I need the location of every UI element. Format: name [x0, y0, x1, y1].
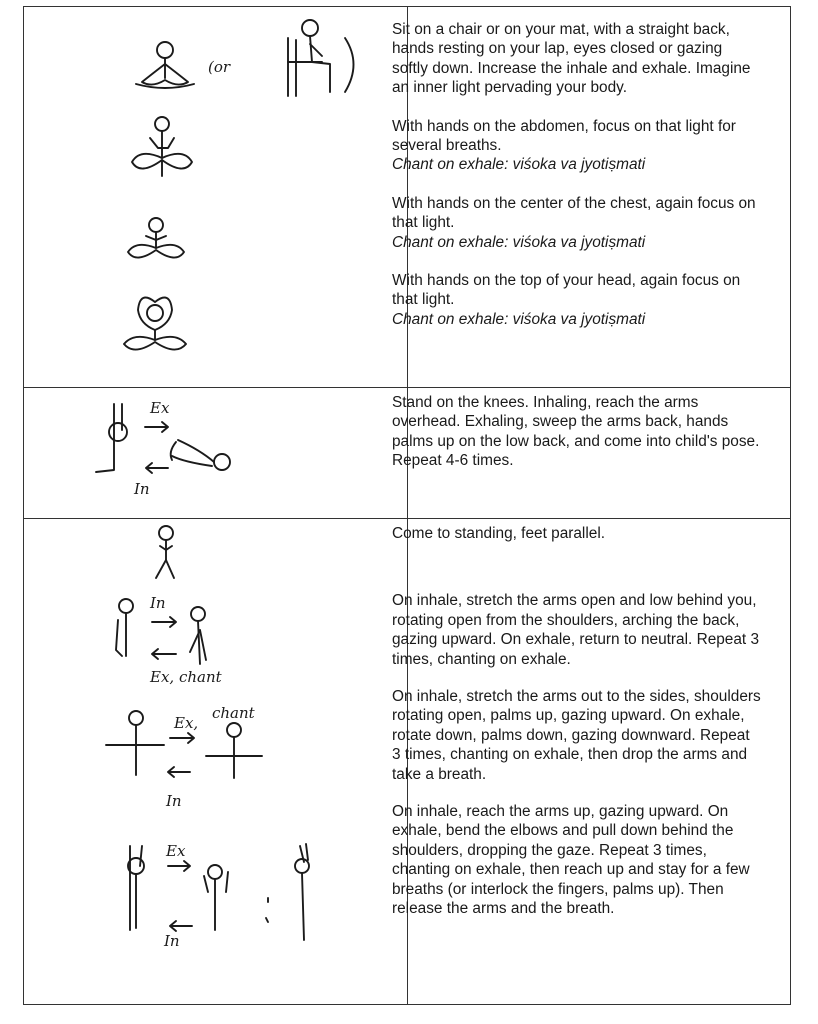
ex-chant-label-s3a: Ex, chant [150, 668, 222, 686]
childs-pose-figure [171, 440, 230, 470]
arms-up-figure-1 [128, 846, 144, 930]
or-label: (or [208, 58, 231, 76]
arrow-right-icon [168, 861, 190, 871]
chant-label-s3b: chant [212, 704, 255, 722]
head-hands-figure [124, 298, 186, 350]
arrow-right-icon [170, 733, 194, 743]
chest-text: With hands on the center of the chest, again focus on that light. [392, 194, 756, 232]
abdomen-chant-text: Chant on exhale: viśoka va jyotiṣmati [392, 156, 646, 174]
arms-up-figure-2 [204, 865, 228, 930]
abdomen-hands-figure [132, 117, 192, 176]
kneeling-figure [96, 404, 127, 472]
chest-chant-text: Chant on exhale: viśoka va jyotiṣmati [392, 233, 646, 251]
abdomen-text: With hands on the abdomen, focus on that light for several breaths. [392, 117, 736, 155]
in-label-s3a: In [150, 594, 166, 612]
ex-label-s3c: Ex [166, 842, 186, 860]
arrow-right-icon [152, 617, 176, 627]
arrow-left-icon [146, 463, 168, 473]
chest-hands-figure [128, 218, 184, 258]
section1-text [392, 20, 762, 329]
head-chant-text: Chant on exhale: viśoka va jyotiṣmati [392, 310, 646, 328]
arms-back-text: On inhale, stretch the arms open and low behind you, rotating open from the shoulders, arching the back, gazing upward. On exhale, return to neutral. Repeat 3 times, chanting on exhale. [392, 592, 760, 668]
seated-intro-text: Sit on a chair or on your mat, with a straight back, hands resting on your lap, eyes closed or gazing softly down. Increase the inhale and exhale. Imagine an inner light pervading your body. [392, 21, 751, 97]
arrow-right-icon [145, 422, 168, 432]
arrow-left-icon [170, 921, 192, 931]
section2-text [392, 393, 762, 471]
arms-up-figure-3 [295, 844, 309, 940]
chair-sitter-figure [288, 20, 354, 96]
head-text: With hands on the top of your head, again focus on that light. [392, 272, 741, 309]
standing-figure [156, 526, 174, 578]
section3-text [392, 524, 762, 919]
arrow-left-icon [152, 649, 176, 659]
in-label-s3c: In [164, 932, 180, 950]
semicolon-mark [266, 898, 268, 922]
arms-back-figure-2 [190, 607, 206, 664]
standing-text: Come to standing, feet parallel. [392, 525, 606, 542]
in-label-s3b: In [166, 792, 182, 810]
seated-lotus-figure [136, 42, 194, 88]
ex-label-s2: Ex [150, 399, 170, 417]
ex-label-s3b: Ex, [174, 714, 199, 732]
arms-side-figure-1 [106, 711, 164, 775]
in-label-s2: In [134, 480, 150, 498]
arms-side-figure-2 [206, 723, 262, 778]
kneeling-text: Stand on the knees. Inhaling, reach the arms overhead. Exhaling, sweep the arms back, hands palms up on the low back, and come into child's pose. Repeat 4-6 times. [392, 394, 760, 470]
arms-sides-text: On inhale, stretch the arms out to the sides, shoulders rotating open, palms up, gazing upward. On exhale, rotate down, palms down, gazing downward. Repeat 3 times, chanting on exhale, then drop the arms and take a breath. [392, 688, 761, 783]
arms-up-text: On inhale, reach the arms up, gazing upward. On exhale, bend the elbows and pull down behind the shoulders, dropping the gaze. Repeat 3 times, chanting on exhale, then reach up and stay for a few breaths (or interlock the fingers, palms up). Then release the arms and the breath. [392, 803, 750, 918]
arrow-left-icon [168, 767, 190, 777]
arms-back-figure-1 [116, 599, 133, 656]
